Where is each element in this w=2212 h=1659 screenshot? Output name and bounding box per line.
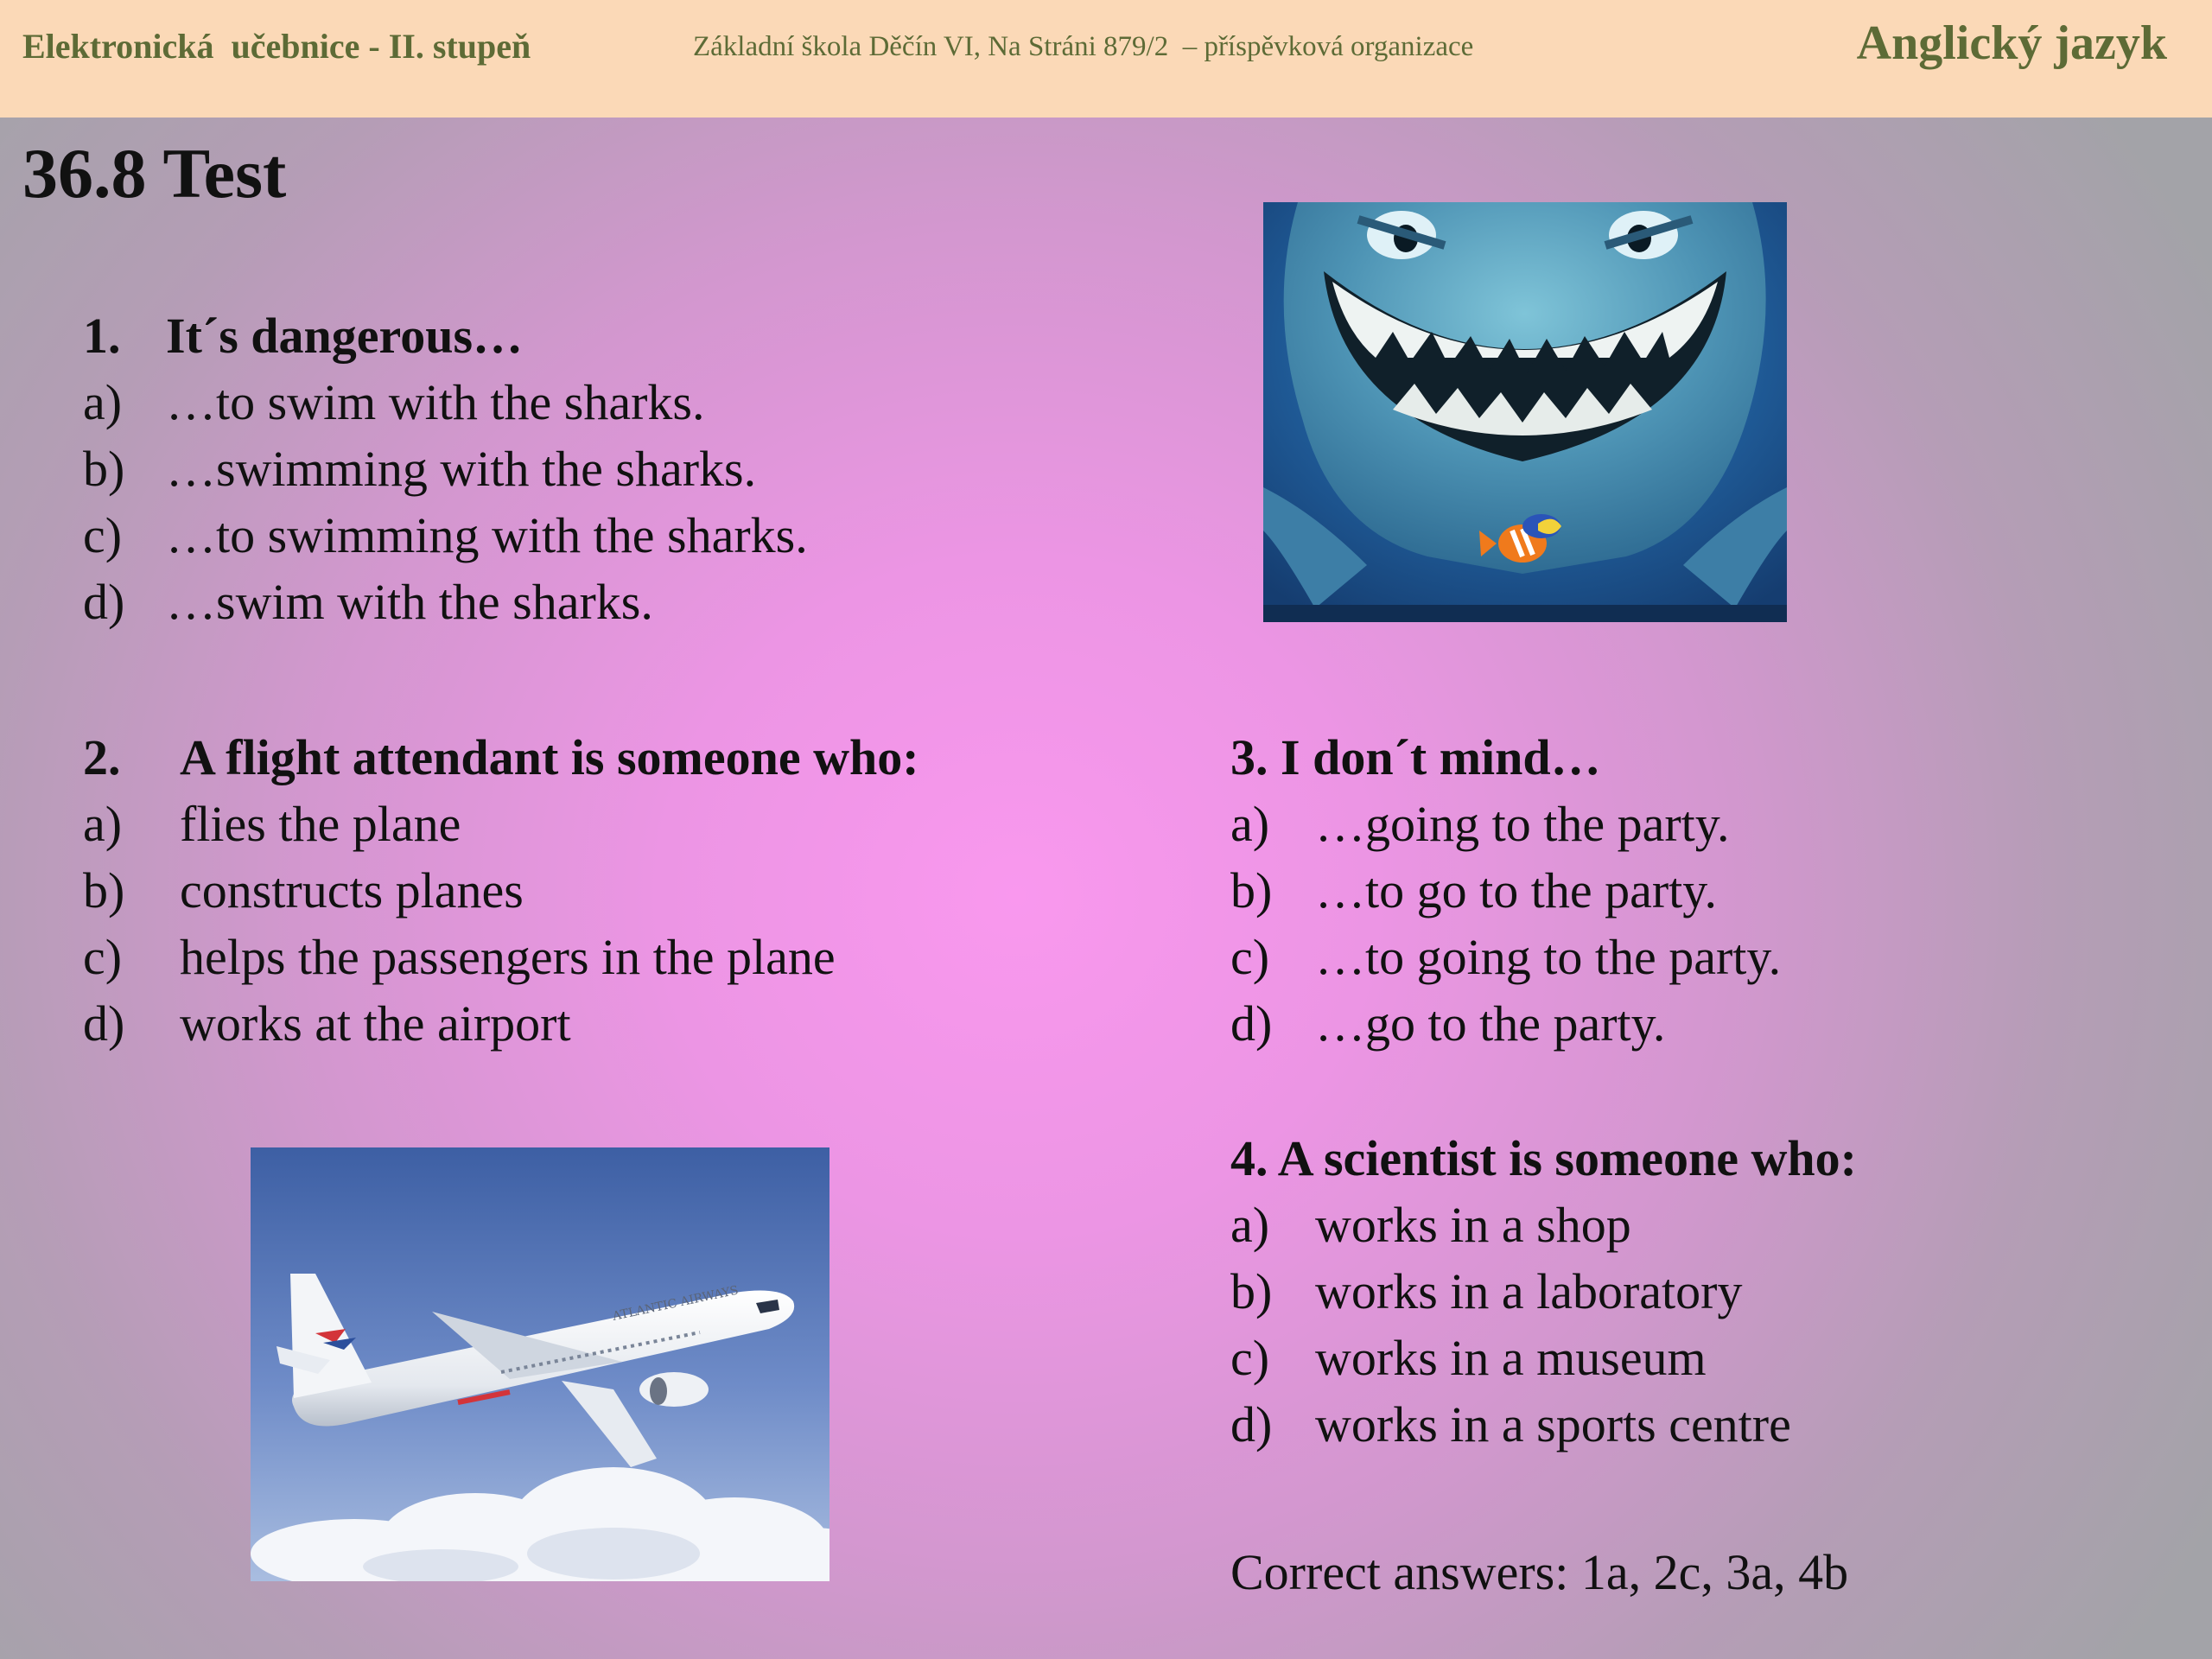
option-letter: d) <box>83 995 125 1052</box>
question-1-number: 1. <box>83 308 121 364</box>
option-1c <box>83 502 808 569</box>
option-4d <box>1230 1391 1857 1458</box>
question-2-number: 2. <box>83 729 121 785</box>
option-letter: d) <box>83 574 125 630</box>
option-text: …to swim with the sharks. <box>166 374 705 430</box>
option-3c <box>1230 924 1781 990</box>
option-letter: a) <box>83 796 123 852</box>
option-text: …go to the party. <box>1315 995 1666 1052</box>
question-4-heading: 4. A scientist is someone who: <box>1230 1130 1857 1186</box>
option-letter: a) <box>83 374 123 430</box>
option-1d <box>83 569 808 635</box>
question-1-heading <box>83 302 808 369</box>
option-text: …going to the party. <box>1315 796 1730 852</box>
question-1-text: It´s dangerous… <box>166 308 524 364</box>
plane-livery-text: ATLANTIC AIRWAYS <box>611 1283 740 1324</box>
option-letter: c) <box>83 929 123 985</box>
option-text: works in a laboratory <box>1315 1263 1743 1319</box>
option-4a <box>1230 1192 1857 1258</box>
option-letter: b) <box>1230 1263 1273 1319</box>
airplane-image <box>251 1147 830 1581</box>
question-4 <box>1230 1125 1857 1458</box>
option-2c <box>83 924 919 990</box>
option-text: works in a museum <box>1315 1330 1707 1386</box>
option-text: helps the passengers in the plane <box>180 929 836 985</box>
option-letter: b) <box>1230 862 1273 918</box>
option-4c <box>1230 1325 1857 1391</box>
option-3b <box>1230 857 1781 924</box>
option-text: …swimming with the sharks. <box>166 441 757 497</box>
option-letter: c) <box>1230 1330 1270 1386</box>
option-text: flies the plane <box>180 796 461 852</box>
option-letter: d) <box>1230 1396 1273 1452</box>
option-letter: c) <box>1230 929 1270 985</box>
header-textbook-label: Elektronická učebnice - II. stupeň <box>22 27 531 66</box>
question-3 <box>1230 724 1781 1057</box>
option-text: works in a sports centre <box>1315 1396 1791 1452</box>
option-1b <box>83 435 808 502</box>
option-2a <box>83 791 919 857</box>
option-text: …swim with the sharks. <box>166 574 653 630</box>
option-text: works in a shop <box>1315 1197 1631 1253</box>
shark-image <box>1263 202 1787 622</box>
option-letter: c) <box>83 507 123 563</box>
option-text: constructs planes <box>180 862 524 918</box>
page-title: 36.8 Test <box>22 134 287 213</box>
question-1 <box>83 302 808 635</box>
option-3d <box>1230 990 1781 1057</box>
question-2 <box>83 724 919 1057</box>
question-2-text: A flight attendant is someone who: <box>180 729 919 785</box>
option-letter: a) <box>1230 1197 1270 1253</box>
question-2-heading <box>83 724 919 791</box>
question-3-heading: 3. I don´t mind… <box>1230 729 1601 785</box>
option-1a <box>83 369 808 435</box>
option-letter: a) <box>1230 796 1270 852</box>
option-2b <box>83 857 919 924</box>
header-school-name: Základní škola Děčín VI, Na Stráni 879/2 – příspěvková organizace <box>693 31 1474 62</box>
option-text: works at the airport <box>180 995 571 1052</box>
option-text: …to go to the party. <box>1315 862 1717 918</box>
header-bar <box>0 0 2212 118</box>
option-letter: b) <box>83 441 125 497</box>
correct-answers: Correct answers: 1a, 2c, 3a, 4b <box>1230 1544 1849 1600</box>
option-3a <box>1230 791 1781 857</box>
option-2d <box>83 990 919 1057</box>
option-letter: b) <box>83 862 125 918</box>
option-4b <box>1230 1258 1857 1325</box>
option-letter: d) <box>1230 995 1273 1052</box>
header-subject: Anglický jazyk <box>1856 16 2167 70</box>
option-text: …to swimming with the sharks. <box>166 507 808 563</box>
option-text: …to going to the party. <box>1315 929 1782 985</box>
